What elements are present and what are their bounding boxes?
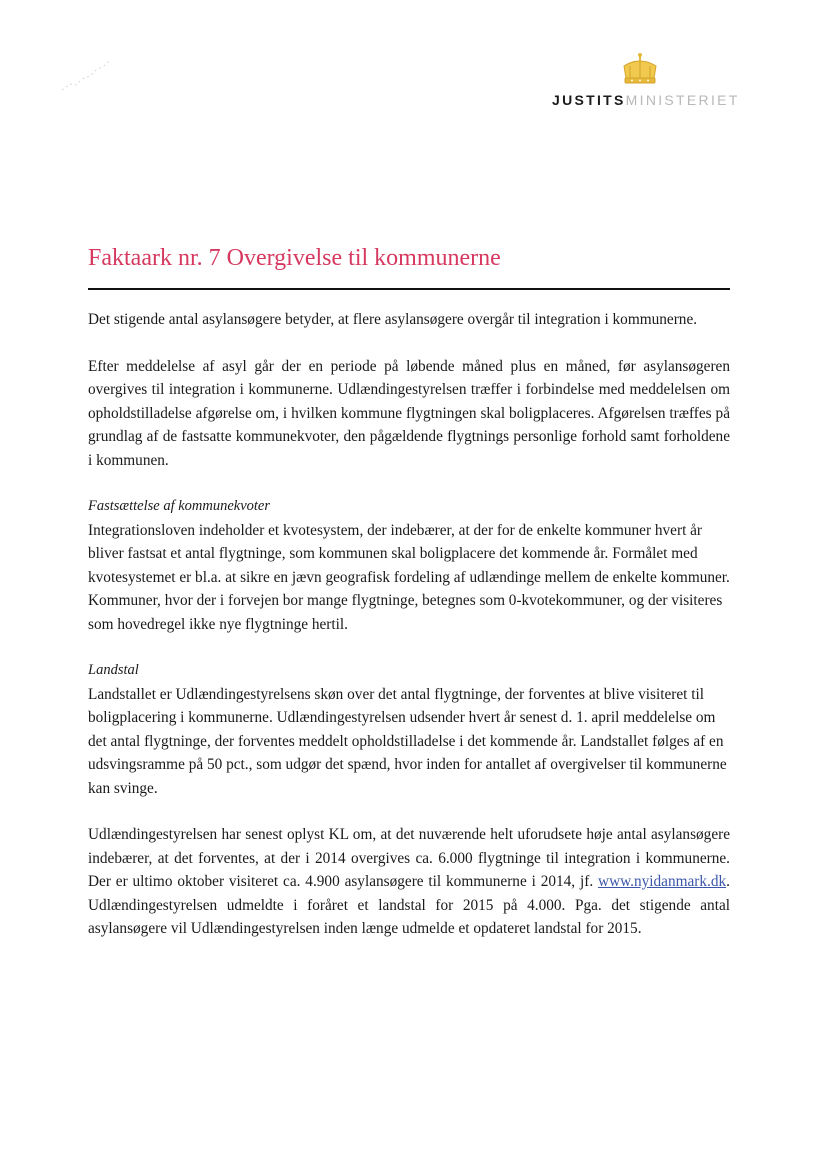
intro-paragraph: Det stigende antal asylansøgere betyder, at flere asylansøgere overgår til integration i kommunerne. [88, 311, 698, 328]
section-text-kvoter: Integrationsloven indeholder et kvotesystem, der indebærer, at der for de enkelte kommuner hvert år bliver fastsat et antal flygtninge, som kommunen skal boligplacere det kommende år. Formålet med kvotesystemet er bl.a. at sikre en jævn geografisk fordeling af udlændinge mellem de enkelte kommuner. Kommuner, hvor der i forvejen bor mange flygtninge, betegnes som 0-kvotekommuner, og der visiteres som hovedregel ikke nye flygtninge hertil. [88, 521, 730, 633]
logo-strong-text: JUSTITS [552, 92, 626, 108]
section-heading-kvoter: Fastsættelse af kommunekvoter [88, 498, 271, 514]
section-text-landstal: Landstallet er Udlændingestyrelsens skøn over det antal flygtninge, der forventes at blive visiteret til boligplacering i kommunerne. Udlændingestyrelsen udsender hvert år senest d. 1. april meddelelse om det antal flygtninge, der forventes meddelt opholdstilladelse i det kommende år. Landstallet følges af en udsvingsramme på 50 pct., som udgør det spænd, hvor inden for antallet af overgivelser til kommunerne kan svinge. [88, 685, 727, 797]
ministry-logo [552, 92, 740, 108]
final-paragraph [88, 823, 730, 941]
section-heading-landstal: Landstal [88, 662, 139, 678]
crown-icon [620, 52, 660, 88]
final-text-before: Udlændingestyrelsen har senest oplyst KL om, at det nuværende helt uforudsete høje antal asylansøgere indebærer, at det forventes, at der i 2014 overgives ca. 6.000 flygtninge til integration i kommunerne. Der er ultimo oktober visiteret ca. 4.900 asylansøgere til kommunerne i 2014, jf. [88, 826, 730, 890]
logo-light-text: MINISTERIET [625, 92, 740, 108]
section-kvoter [88, 495, 730, 636]
asylum-paragraph: Efter meddelelse af asyl går der en periode på løbende måned plus en måned, før asylansøgeren overgives til integration i kommunerne. Udlændingestyrelsen træffer i forbindelse med meddelelsen om opholdstilladelse afgørelse om, i hvilken kommune flygtningen skal boligplaceres. Afgørelsen træffes på grundlag af de fastsatte kommunekvoter, den pågældende flygtnings personlige forhold samt forholdene i kommunen. [88, 357, 730, 469]
title-divider [88, 288, 730, 290]
margin-scribble [60, 58, 112, 94]
page-title: Faktaark nr. 7 Overgivelse til kommunerne [88, 245, 501, 271]
final-text-after: . Udlændingestyrelsen udmeldte i foråret et landstal for 2015 på 4.000. Pga. det stigende antal asylansøgere vil Udlændingestyrelsen inden længe udmelde et opdateret landstal for 2015. [88, 873, 730, 937]
document-body [88, 308, 730, 964]
nyidanmark-link[interactable]: www.nyidanmark.dk [598, 873, 727, 890]
section-landstal [88, 659, 730, 800]
